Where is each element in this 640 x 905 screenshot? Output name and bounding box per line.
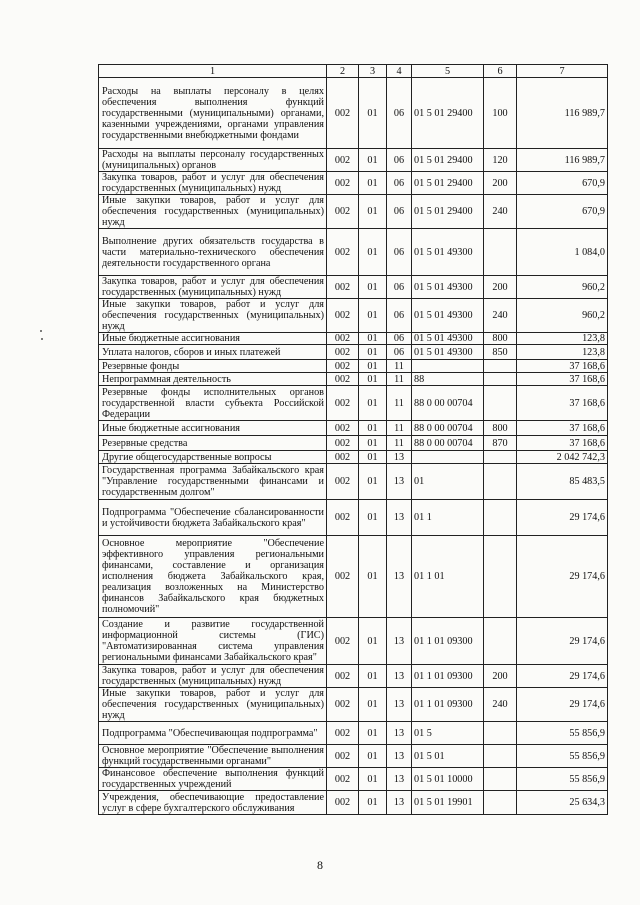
target-article-code: 01 1 01 <box>412 536 484 618</box>
section-code: 01 <box>359 464 387 500</box>
row-description: Резервные средства <box>99 436 327 451</box>
section-code: 01 <box>359 229 387 276</box>
expense-type-code: 200 <box>484 665 517 688</box>
row-description: Расходы на выплаты персоналу в целях обеспечения выполнения функций государственными (муниципальными) органами, казенными учреждениями, органами управления государственными внебюджетными фондами <box>99 78 327 149</box>
row-description: Государственная программа Забайкальского края "Управление государственными финансами и государственным долгом" <box>99 464 327 500</box>
amount-value: 116 989,7 <box>517 149 608 172</box>
amount-value: 29 174,6 <box>517 536 608 618</box>
amount-value: 960,2 <box>517 276 608 299</box>
subsection-code: 06 <box>387 276 412 299</box>
column-header: 7 <box>517 65 608 78</box>
admin-code: 002 <box>327 791 359 815</box>
subsection-code: 06 <box>387 149 412 172</box>
table-row <box>99 386 608 421</box>
table-row <box>99 195 608 229</box>
subsection-code: 13 <box>387 722 412 745</box>
table-row <box>99 333 608 345</box>
section-code: 01 <box>359 768 387 791</box>
expense-type-code: 240 <box>484 688 517 722</box>
row-description: Финансовое обеспечение выполнения функций государственных учреждений <box>99 768 327 791</box>
expense-type-code <box>484 722 517 745</box>
subsection-code: 13 <box>387 665 412 688</box>
row-description: Основное мероприятие "Обеспечение эффективного управления региональными финансами, составление и организация исполнения бюджета Забайкальского края, реализация возложенных на Министерство финансов Забайкальского края бюджетных полномочий" <box>99 536 327 618</box>
row-description: Расходы на выплаты персоналу государственных (муниципальных) органов <box>99 149 327 172</box>
subsection-code: 13 <box>387 464 412 500</box>
target-article-code: 01 1 <box>412 500 484 536</box>
amount-value: 37 168,6 <box>517 373 608 386</box>
row-description: Уплата налогов, сборов и иных платежей <box>99 345 327 360</box>
admin-code: 002 <box>327 665 359 688</box>
section-code: 01 <box>359 745 387 768</box>
expense-type-code <box>484 360 517 373</box>
expense-type-code: 870 <box>484 436 517 451</box>
table-row <box>99 791 608 815</box>
table-row <box>99 464 608 500</box>
target-article-code: 01 5 01 10000 <box>412 768 484 791</box>
amount-value: 116 989,7 <box>517 78 608 149</box>
subsection-code: 06 <box>387 345 412 360</box>
table-row <box>99 451 608 464</box>
row-description: Подпрограмма "Обеспечение сбалансированности и устойчивости бюджета Забайкальского края" <box>99 500 327 536</box>
table-row <box>99 618 608 665</box>
row-description: Непрограммная деятельность <box>99 373 327 386</box>
amount-value: 123,8 <box>517 345 608 360</box>
amount-value: 29 174,6 <box>517 618 608 665</box>
amount-value: 670,9 <box>517 172 608 195</box>
section-code: 01 <box>359 360 387 373</box>
admin-code: 002 <box>327 195 359 229</box>
column-header: 3 <box>359 65 387 78</box>
section-code: 01 <box>359 386 387 421</box>
subsection-code: 13 <box>387 688 412 722</box>
column-header: 2 <box>327 65 359 78</box>
section-code: 01 <box>359 451 387 464</box>
scan-speck <box>40 330 42 332</box>
target-article-code: 88 0 00 00704 <box>412 421 484 436</box>
subsection-code: 13 <box>387 791 412 815</box>
amount-value: 55 856,9 <box>517 768 608 791</box>
table-row <box>99 722 608 745</box>
expense-type-code: 120 <box>484 149 517 172</box>
amount-value: 55 856,9 <box>517 745 608 768</box>
section-code: 01 <box>359 722 387 745</box>
section-code: 01 <box>359 172 387 195</box>
admin-code: 002 <box>327 618 359 665</box>
amount-value: 29 174,6 <box>517 500 608 536</box>
section-code: 01 <box>359 333 387 345</box>
target-article-code: 01 1 01 09300 <box>412 688 484 722</box>
scan-speck <box>41 338 43 340</box>
target-article-code: 88 <box>412 373 484 386</box>
subsection-code: 11 <box>387 360 412 373</box>
section-code: 01 <box>359 149 387 172</box>
table-row <box>99 536 608 618</box>
target-article-code: 88 0 00 00704 <box>412 436 484 451</box>
target-article-code <box>412 451 484 464</box>
target-article-code: 01 5 <box>412 722 484 745</box>
header-row <box>99 65 608 78</box>
section-code: 01 <box>359 500 387 536</box>
table-row <box>99 149 608 172</box>
section-code: 01 <box>359 436 387 451</box>
row-description: Резервные фонды исполнительных органов государственной власти субъекта Российской Федерации <box>99 386 327 421</box>
row-description: Иные бюджетные ассигнования <box>99 421 327 436</box>
column-header: 5 <box>412 65 484 78</box>
subsection-code: 13 <box>387 768 412 791</box>
row-description: Иные закупки товаров, работ и услуг для обеспечения государственных (муниципальных) нужд <box>99 688 327 722</box>
expense-type-code <box>484 229 517 276</box>
target-article-code: 01 1 01 09300 <box>412 618 484 665</box>
row-description: Подпрограмма "Обеспечивающая подпрограмма" <box>99 722 327 745</box>
subsection-code: 11 <box>387 436 412 451</box>
expense-type-code <box>484 791 517 815</box>
subsection-code: 06 <box>387 299 412 333</box>
admin-code: 002 <box>327 360 359 373</box>
target-article-code: 01 5 01 <box>412 745 484 768</box>
table-row <box>99 436 608 451</box>
admin-code: 002 <box>327 172 359 195</box>
expense-type-code <box>484 618 517 665</box>
subsection-code: 13 <box>387 500 412 536</box>
target-article-code: 01 5 01 29400 <box>412 149 484 172</box>
column-header: 6 <box>484 65 517 78</box>
admin-code: 002 <box>327 386 359 421</box>
row-description: Иные бюджетные ассигнования <box>99 333 327 345</box>
target-article-code: 01 5 01 19901 <box>412 791 484 815</box>
expense-type-code: 800 <box>484 421 517 436</box>
admin-code: 002 <box>327 500 359 536</box>
amount-value: 29 174,6 <box>517 688 608 722</box>
subsection-code: 11 <box>387 373 412 386</box>
budget-table <box>98 64 608 815</box>
target-article-code: 01 5 01 49300 <box>412 299 484 333</box>
amount-value: 37 168,6 <box>517 386 608 421</box>
row-description: Другие общегосударственные вопросы <box>99 451 327 464</box>
section-code: 01 <box>359 421 387 436</box>
table-row <box>99 360 608 373</box>
table-row <box>99 78 608 149</box>
row-description: Учреждения, обеспечивающие предоставление услуг в сфере бухгалтерского обслуживания <box>99 791 327 815</box>
subsection-code: 06 <box>387 172 412 195</box>
admin-code: 002 <box>327 436 359 451</box>
expense-type-code <box>484 536 517 618</box>
target-article-code: 01 5 01 29400 <box>412 78 484 149</box>
expense-type-code <box>484 373 517 386</box>
row-description: Основное мероприятие "Обеспечение выполнения функций государственными органами" <box>99 745 327 768</box>
target-article-code: 88 0 00 00704 <box>412 386 484 421</box>
expense-type-code <box>484 745 517 768</box>
target-article-code: 01 5 01 49300 <box>412 333 484 345</box>
subsection-code: 13 <box>387 618 412 665</box>
table-row <box>99 665 608 688</box>
expense-type-code <box>484 768 517 791</box>
row-description: Закупка товаров, работ и услуг для обеспечения государственных (муниципальных) нужд <box>99 665 327 688</box>
table-row <box>99 688 608 722</box>
admin-code: 002 <box>327 464 359 500</box>
expense-type-code: 100 <box>484 78 517 149</box>
admin-code: 002 <box>327 149 359 172</box>
subsection-code: 13 <box>387 451 412 464</box>
expense-type-code <box>484 386 517 421</box>
target-article-code: 01 5 01 29400 <box>412 195 484 229</box>
section-code: 01 <box>359 195 387 229</box>
amount-value: 123,8 <box>517 333 608 345</box>
target-article-code: 01 1 01 09300 <box>412 665 484 688</box>
table-row <box>99 768 608 791</box>
subsection-code: 11 <box>387 421 412 436</box>
table-row <box>99 229 608 276</box>
admin-code: 002 <box>327 299 359 333</box>
admin-code: 002 <box>327 345 359 360</box>
admin-code: 002 <box>327 536 359 618</box>
amount-value: 670,9 <box>517 195 608 229</box>
admin-code: 002 <box>327 745 359 768</box>
subsection-code: 06 <box>387 229 412 276</box>
section-code: 01 <box>359 373 387 386</box>
subsection-code: 06 <box>387 333 412 345</box>
target-article-code <box>412 360 484 373</box>
expense-type-code: 240 <box>484 299 517 333</box>
row-description: Закупка товаров, работ и услуг для обеспечения государственных (муниципальных) нужд <box>99 172 327 195</box>
admin-code: 002 <box>327 421 359 436</box>
expense-type-code: 200 <box>484 276 517 299</box>
table-row <box>99 373 608 386</box>
amount-value: 25 634,3 <box>517 791 608 815</box>
section-code: 01 <box>359 299 387 333</box>
target-article-code: 01 5 01 49300 <box>412 276 484 299</box>
admin-code: 002 <box>327 229 359 276</box>
subsection-code: 13 <box>387 745 412 768</box>
section-code: 01 <box>359 276 387 299</box>
amount-value: 960,2 <box>517 299 608 333</box>
table-row <box>99 299 608 333</box>
table-row <box>99 500 608 536</box>
table-body <box>99 65 608 815</box>
table-row <box>99 172 608 195</box>
row-description: Создание и развитие государственной информационной системы (ГИС) "Автоматизированная система управления региональными финансами Забайкальского края" <box>99 618 327 665</box>
row-description: Выполнение других обязательств государства в части материально-технического обеспечения деятельности государственного органа <box>99 229 327 276</box>
amount-value: 37 168,6 <box>517 421 608 436</box>
amount-value: 1 084,0 <box>517 229 608 276</box>
admin-code: 002 <box>327 451 359 464</box>
amount-value: 55 856,9 <box>517 722 608 745</box>
section-code: 01 <box>359 536 387 618</box>
expense-type-code <box>484 451 517 464</box>
expense-type-code: 240 <box>484 195 517 229</box>
target-article-code: 01 <box>412 464 484 500</box>
table-row <box>99 345 608 360</box>
row-description: Иные закупки товаров, работ и услуг для обеспечения государственных (муниципальных) нужд <box>99 299 327 333</box>
section-code: 01 <box>359 791 387 815</box>
section-code: 01 <box>359 688 387 722</box>
amount-value: 37 168,6 <box>517 436 608 451</box>
table-row <box>99 745 608 768</box>
section-code: 01 <box>359 618 387 665</box>
admin-code: 002 <box>327 78 359 149</box>
expense-type-code <box>484 464 517 500</box>
subsection-code: 11 <box>387 386 412 421</box>
amount-value: 37 168,6 <box>517 360 608 373</box>
subsection-code: 06 <box>387 78 412 149</box>
target-article-code: 01 5 01 29400 <box>412 172 484 195</box>
amount-value: 2 042 742,3 <box>517 451 608 464</box>
row-description: Закупка товаров, работ и услуг для обеспечения государственных (муниципальных) нужд <box>99 276 327 299</box>
row-description: Резервные фонды <box>99 360 327 373</box>
section-code: 01 <box>359 665 387 688</box>
target-article-code: 01 5 01 49300 <box>412 345 484 360</box>
expense-type-code: 800 <box>484 333 517 345</box>
amount-value: 85 483,5 <box>517 464 608 500</box>
column-header: 1 <box>99 65 327 78</box>
target-article-code: 01 5 01 49300 <box>412 229 484 276</box>
amount-value: 29 174,6 <box>517 665 608 688</box>
admin-code: 002 <box>327 333 359 345</box>
admin-code: 002 <box>327 688 359 722</box>
column-header: 4 <box>387 65 412 78</box>
page-number: 8 <box>317 858 323 872</box>
row-description: Иные закупки товаров, работ и услуг для обеспечения государственных (муниципальных) нужд <box>99 195 327 229</box>
expense-type-code: 850 <box>484 345 517 360</box>
expense-type-code: 200 <box>484 172 517 195</box>
subsection-code: 13 <box>387 536 412 618</box>
admin-code: 002 <box>327 276 359 299</box>
section-code: 01 <box>359 78 387 149</box>
expense-type-code <box>484 500 517 536</box>
table-row <box>99 421 608 436</box>
admin-code: 002 <box>327 768 359 791</box>
admin-code: 002 <box>327 722 359 745</box>
section-code: 01 <box>359 345 387 360</box>
table-row <box>99 276 608 299</box>
admin-code: 002 <box>327 373 359 386</box>
subsection-code: 06 <box>387 195 412 229</box>
